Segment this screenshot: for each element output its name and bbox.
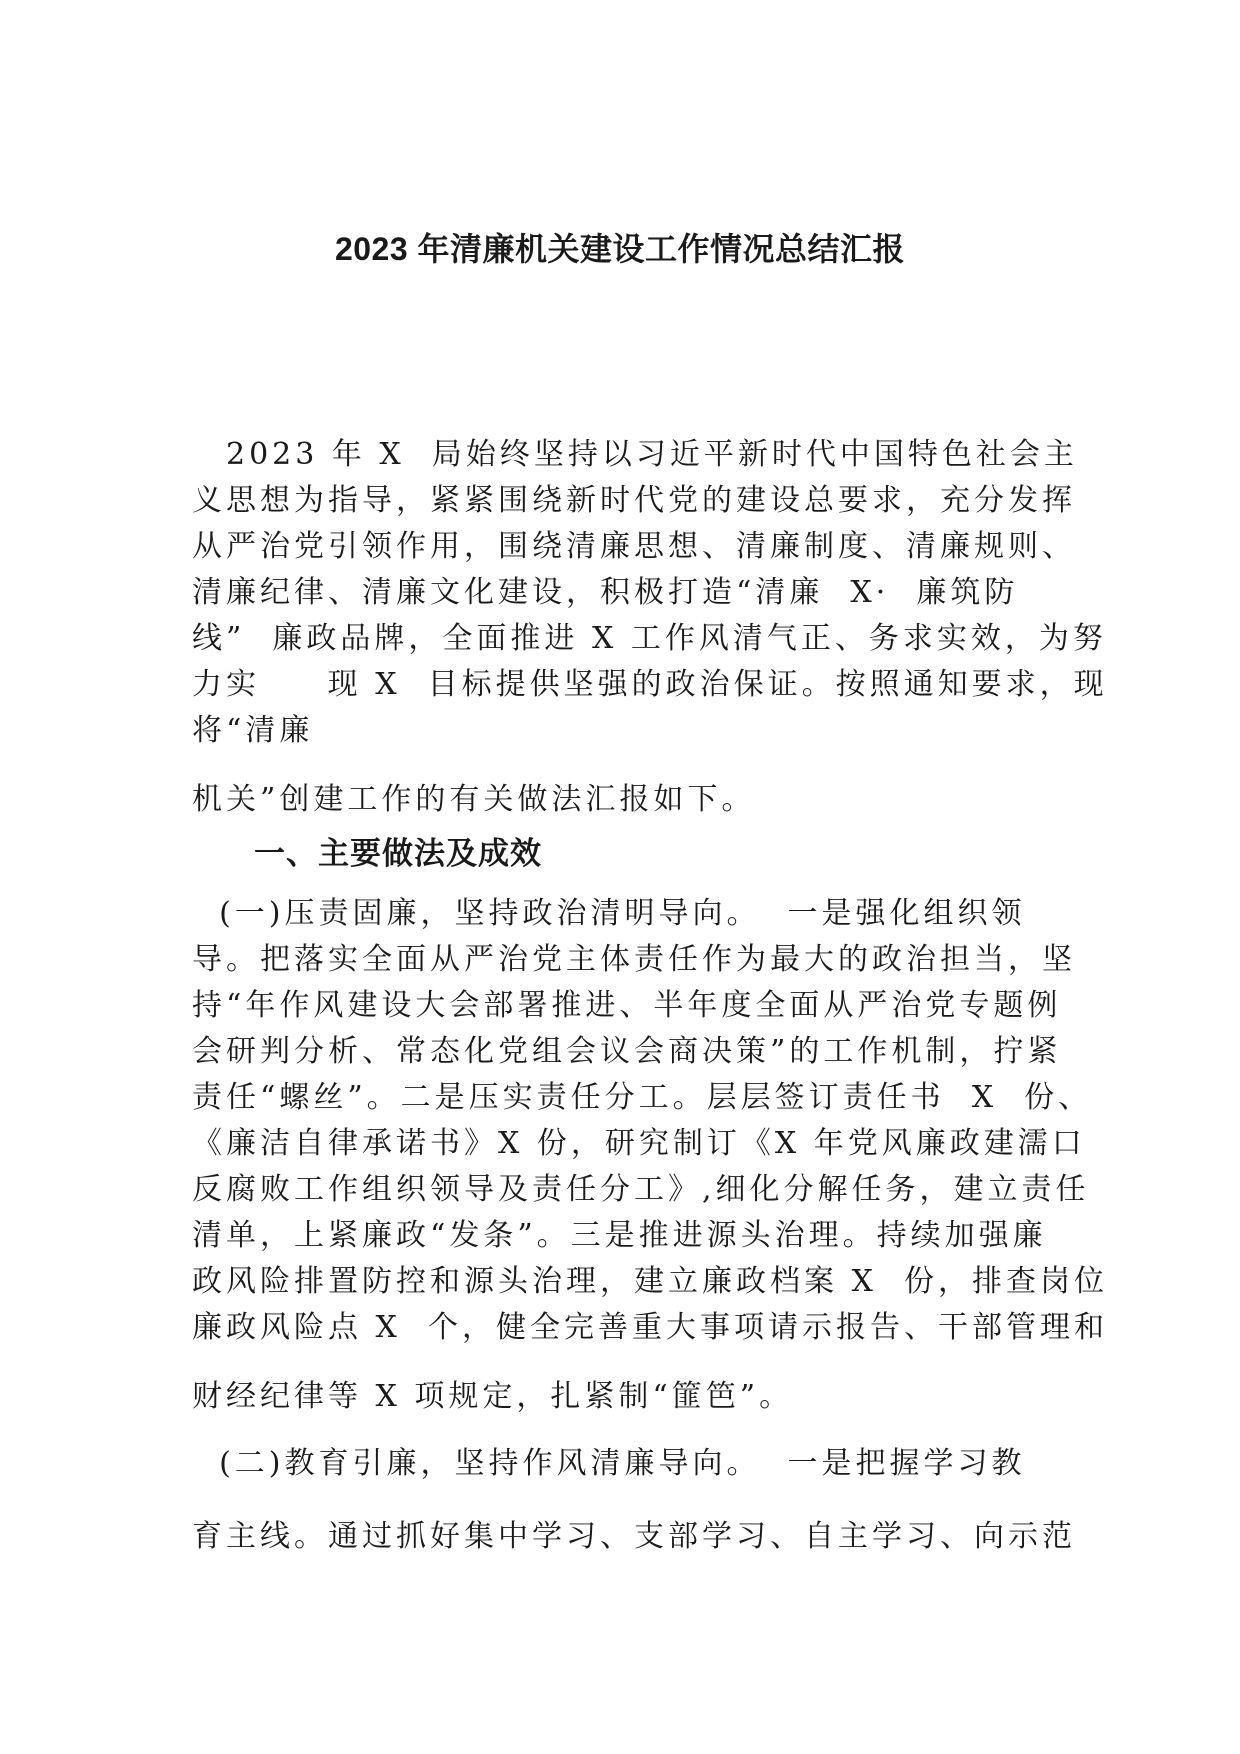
paragraph-line: (一)压责固廉，坚持政治清明导向。 一是强化组织领 xyxy=(192,896,1026,931)
paragraph-line: 线” 廉政品牌，全面推进 X 工作风清气正、务求实效，为努 xyxy=(192,621,1107,656)
paragraph-line: 义思想为指导，紧紧围绕新时代党的建设总要求，充分发挥 xyxy=(192,483,1076,518)
paragraph-line: 会研判分析、常态化党组会议会商决策”的工作机制，拧紧 xyxy=(192,1034,1062,1069)
paragraph-line: (二)教育引廉，坚持作风清廉导向。 一是把握学习教 xyxy=(192,1446,1026,1481)
paragraph-line: 清廉纪律、清廉文化建设，积极打造“清廉 X· 廉筑防 xyxy=(192,575,1019,610)
paragraph-line: 2023 年 X 局始终坚持以习近平新时代中国特色社会主 xyxy=(192,437,1078,472)
paragraph-line: 育主线。通过抓好集中学习、支部学习、自主学习、向示范 xyxy=(192,1519,1076,1554)
paragraph-line: 将“清廉 xyxy=(192,713,314,748)
paragraph-line: 廉政风险点 X 个，健全完善重大事项请示报告、干部管理和 xyxy=(192,1310,1108,1345)
paragraph-line: 从严治党引领作用，围绕清廉思想、清廉制度、清廉规则、 xyxy=(192,529,1076,564)
paragraph-line: 持“年作风建设大会部署推进、半年度全面从严治党专题例 xyxy=(192,988,1062,1023)
paragraph-line: 力实 现 X 目标提供坚强的政治保证。按照通知要求，现 xyxy=(192,667,1108,702)
paragraph-line: 清单，上紧廉政“发条”。三是推进源头治理。持续加强廉 xyxy=(192,1218,1047,1253)
paragraph-line: 反腐败工作组织领导及责任分工》,细化分解任务，建立责任 xyxy=(192,1172,1090,1207)
paragraph-line: 导。把落实全面从严治党主体责任作为最大的政治担当，坚 xyxy=(192,942,1076,977)
paragraph-line: 《廉洁自律承诺书》X 份，研究制订《X 年党风廉政建濡口 xyxy=(192,1126,1086,1161)
paragraph-line: 财经纪律等 X 项规定，扎紧制“篚笆”。 xyxy=(192,1379,794,1414)
paragraph-line: 责任“螺丝”。二是压实责任分工。层层签订责任书 X 份、 xyxy=(192,1080,1093,1115)
paragraph-line: 政风险排置防控和源头治理，建立廉政档案 X 份，排查岗位 xyxy=(192,1264,1108,1299)
document-title: 2023 年清廉机关建设工作情况总结汇报 xyxy=(334,231,906,267)
paragraph-line: 机关”创建工作的有关做法汇报如下。 xyxy=(192,782,756,817)
section-heading: 一、主要做法及成效 xyxy=(254,836,542,872)
